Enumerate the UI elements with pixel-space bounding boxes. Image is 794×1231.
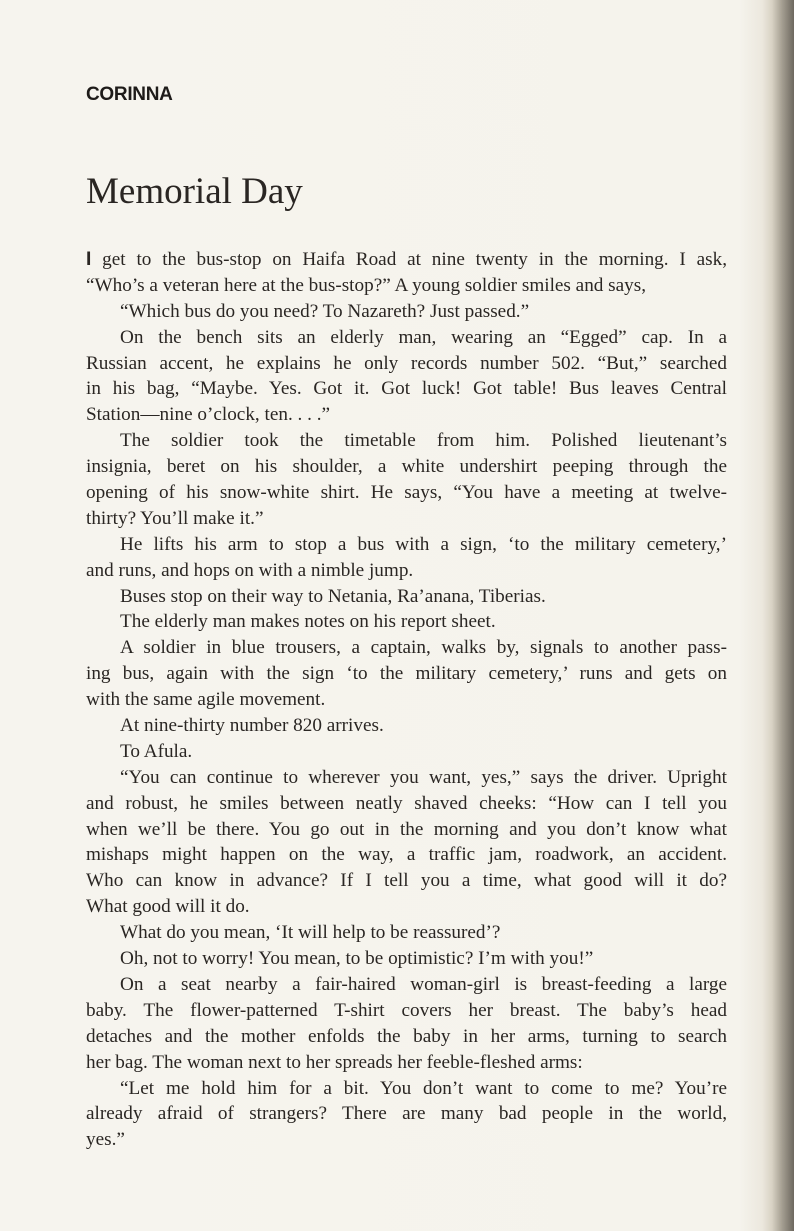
- text-line: “Who’s a veteran here at the bus-stop?” A young soldier smiles and says,: [86, 274, 647, 296]
- text-line: A soldier in blue trousers, a captain, walks by, signals to another pass-: [120, 637, 727, 659]
- text-line: opening of his snow-white shirt. He says, “You have a meeting at twelve-: [86, 482, 727, 504]
- body-text: [86, 247, 727, 1153]
- paragraph: [86, 920, 727, 946]
- paragraph: [86, 635, 727, 713]
- paragraph: [86, 428, 727, 532]
- paragraph: [86, 325, 727, 429]
- text-line: yes.”: [86, 1129, 125, 1151]
- text-line: Station—nine o’clock, ten. . . .”: [86, 404, 331, 426]
- text-line: and robust, he smiles between neatly shaved cheeks: “How can I tell you: [86, 792, 727, 814]
- paragraph: [86, 972, 727, 1076]
- paragraph: [86, 713, 727, 739]
- paragraph: [86, 946, 727, 972]
- chapter-title: Memorial Day: [86, 171, 303, 212]
- text-line: The soldier took the timetable from him. Polished lieutenant’s: [120, 430, 727, 452]
- text-line: in his bag, “Maybe. Yes. Got it. Got luck! Got table! Bus leaves Central: [86, 378, 727, 400]
- text-line: “You can continue to wherever you want, yes,” says the driver. Upright: [120, 766, 727, 788]
- text-line: On a seat nearby a fair-haired woman-girl is breast-feeding a large: [120, 973, 727, 995]
- paragraph: [86, 299, 727, 325]
- text-line: He lifts his arm to stop a bus with a sign, ‘to the military cemetery,’: [120, 533, 727, 555]
- text-line: and runs, and hops on with a nimble jump.: [86, 559, 414, 581]
- text-line: Oh, not to worry! You mean, to be optimistic? I’m with you!”: [120, 948, 594, 970]
- paragraph: [86, 765, 727, 920]
- text-line: “Which bus do you need? To Nazareth? Just passed.”: [120, 300, 530, 322]
- text-line: Who can know in advance? If I tell you a time, what good will it do?: [86, 870, 727, 892]
- text-line: with the same agile movement.: [86, 689, 326, 711]
- text-line: Russian accent, he explains he only records number 502. “But,” searched: [86, 352, 727, 374]
- text-line: I get to the bus-stop on Haifa Road at nine twenty in the morning. I ask,: [86, 249, 727, 270]
- text-line: thirty? You’ll make it.”: [86, 507, 264, 529]
- text-line: On the bench sits an elderly man, wearing an “Egged” cap. In a: [120, 326, 727, 348]
- text-line: Buses stop on their way to Netania, Ra’anana, Tiberias.: [120, 585, 546, 607]
- text-line: To Afula.: [120, 740, 193, 762]
- text-line: “Let me hold him for a bit. You don’t want to come to me? You’re: [120, 1077, 727, 1099]
- text-line: mishaps might happen on the way, a traffic jam, roadwork, an accident.: [86, 844, 727, 866]
- text-line: What do you mean, ‘It will help to be reassured’?: [120, 922, 501, 944]
- paragraph: [86, 532, 727, 584]
- text-line: The elderly man makes notes on his report sheet.: [120, 611, 496, 633]
- paragraph: [86, 739, 727, 765]
- text-line: At nine-thirty number 820 arrives.: [120, 715, 384, 737]
- paragraph: [86, 609, 727, 635]
- text-line: her bag. The woman next to her spreads her feeble-fleshed arms:: [86, 1051, 583, 1073]
- text-line: already afraid of strangers? There are many bad people in the world,: [86, 1103, 727, 1125]
- paragraph: [86, 1076, 727, 1154]
- text-line: baby. The flower-patterned T-shirt covers her breast. The baby’s head: [86, 999, 727, 1021]
- author-heading: CORINNA: [86, 84, 173, 105]
- text-line: when we’ll be there. You go out in the morning and you don’t know what: [86, 818, 727, 840]
- text-line: What good will it do.: [86, 896, 250, 918]
- paragraph: [86, 247, 727, 299]
- paragraph: [86, 584, 727, 610]
- initial-letter: I: [86, 249, 92, 270]
- text-line: insignia, beret on his shoulder, a white undershirt peeping through the: [86, 456, 727, 478]
- text-line: detaches and the mother enfolds the baby in her arms, turning to search: [86, 1025, 727, 1047]
- text-line: ing bus, again with the sign ‘to the military cemetery,’ runs and gets on: [86, 663, 727, 685]
